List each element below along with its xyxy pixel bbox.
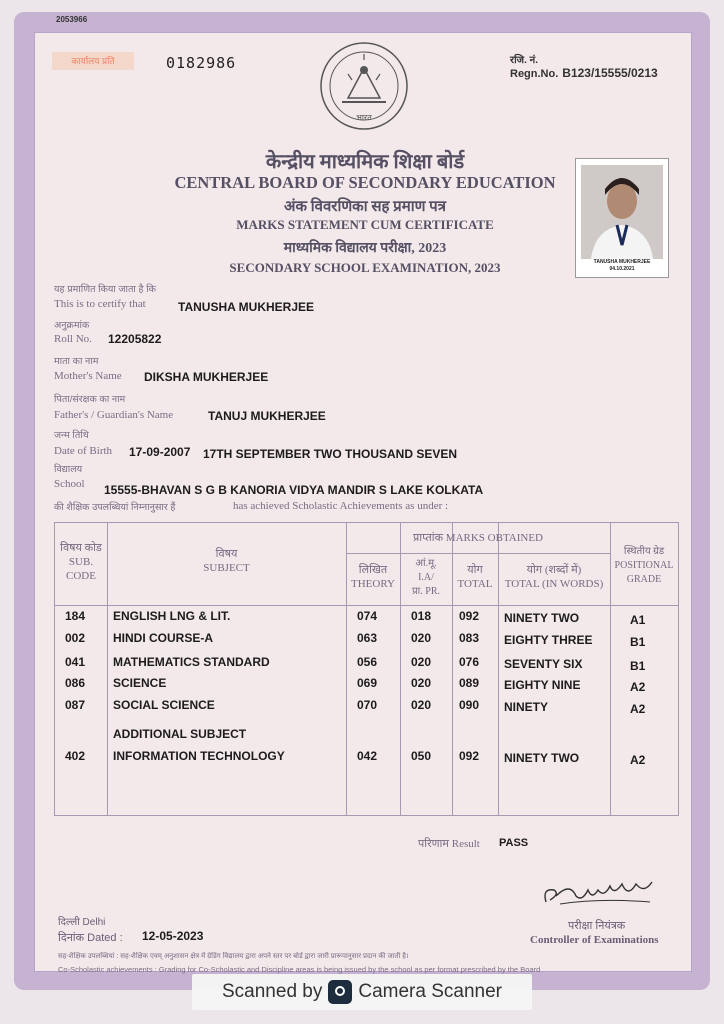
row-words: EIGHTY THREE (504, 633, 593, 647)
row-ia: 020 (411, 631, 432, 645)
roll-label-hindi: अनुक्रमांक (54, 320, 90, 331)
cbse-emblem-icon (318, 40, 410, 132)
emblem-text: भारत (356, 113, 372, 122)
school-label-hindi: विद्यालय (54, 464, 83, 475)
dated-value: 12-05-2023 (142, 929, 204, 943)
result-value: PASS (499, 837, 529, 849)
exam-name-hindi: माध्यमिक विद्यालय परीक्षा, 2023 (283, 241, 447, 256)
controller-title: Controller of Examinations (530, 934, 659, 946)
regn-number (510, 66, 658, 80)
father-label: Father's / Guardian's Name (54, 409, 174, 421)
row-grade: A1 (630, 613, 646, 627)
row-theory: 042 (357, 749, 378, 763)
doc-title-english: MARKS STATEMENT CUM CERTIFICATE (236, 217, 494, 232)
mother-label-hindi: माता का नाम (54, 356, 99, 367)
col-header-grade: स्थितीय ग्रेड POSITIONAL GRADE (614, 546, 674, 585)
school-label: School (54, 478, 85, 490)
row-total: 089 (459, 676, 480, 690)
row-theory: 056 (357, 655, 378, 669)
col-header-subject: विषय SUBJECT (203, 548, 250, 574)
row-code: 002 (65, 631, 86, 645)
row-grade: A2 (630, 702, 646, 716)
dob-value: 17-09-2007 (129, 445, 191, 459)
col-header-code: विषय कोड SUB. CODE (60, 542, 102, 582)
regn-value: B123/15555/0213 (562, 66, 658, 80)
row-code: 041 (65, 655, 86, 669)
row-theory: 074 (357, 609, 378, 623)
row-total: 083 (459, 631, 480, 645)
portrait-icon (581, 165, 663, 259)
row-code: 184 (65, 609, 86, 623)
regn-label-hindi: रजि. नं. (510, 55, 538, 66)
camera-icon (328, 980, 352, 1004)
footer-note: Co-Scholastic achievements : Grading for Co-Scholastic and Discipline areas is being issued by the school as per format prescribed by the Board (58, 965, 541, 974)
certificate-number: 0182986 (166, 54, 237, 72)
row-subject: MATHEMATICS STANDARD (113, 655, 270, 669)
regn-label: Regn.No. (510, 68, 559, 80)
row-code: 402 (65, 749, 86, 763)
achieve-label-hindi: की शैक्षिक उपलब्धियां निम्नानुसार हैं (54, 502, 176, 513)
mother-name: DIKSHA MUKHERJEE (144, 370, 269, 384)
certify-label: This is to certify that (54, 298, 146, 310)
col-header-marks: प्राप्तांक MARKS OBTAINED (412, 532, 544, 544)
row-code: 086 (65, 676, 86, 690)
office-stamp: कार्यालय प्रति (52, 52, 134, 70)
row-ia: 018 (411, 609, 432, 623)
scanner-watermark (192, 974, 532, 1010)
row-total: 090 (459, 698, 480, 712)
father-label-hindi: पिता/संरक्षक का नाम (54, 394, 126, 405)
row-ia: 050 (411, 749, 432, 763)
board-name-hindi: केन्द्रीय माध्यमिक शिक्षा बोर्ड (265, 151, 465, 173)
dob-label-hindi: जन्म तिथि (54, 430, 89, 441)
board-name-english: CENTRAL BOARD OF SECONDARY EDUCATION (174, 173, 556, 192)
row-grade: B1 (630, 635, 646, 649)
dated-label: दिनांक Dated : (58, 932, 123, 944)
col-header-ia: आं.मू. I.A/ प्रा. PR. (411, 558, 440, 597)
row-theory: 063 (357, 631, 378, 645)
col-header-total: योग TOTAL (457, 564, 493, 590)
dob-label: Date of Birth (54, 445, 113, 457)
row-words: NINETY (504, 700, 549, 714)
row-total: 092 (459, 609, 480, 623)
row-ia: 020 (411, 676, 432, 690)
row-words: SEVENTY SIX (504, 657, 583, 671)
result-label: परिणाम Result (418, 838, 480, 850)
certify-label-hindi: यह प्रमाणित किया जाता है कि (54, 284, 156, 295)
student-photo-image (581, 165, 663, 259)
row-grade: A2 (630, 753, 646, 767)
roll-number: 12205822 (108, 332, 162, 346)
mother-label: Mother's Name (54, 370, 122, 382)
row-ia: 020 (411, 655, 432, 669)
row-subject: HINDI COURSE-A (113, 631, 214, 645)
footer-note-hindi: सह-शैक्षिक उपलब्धियां : सह-शैक्षिक एवम् अनुशासन क्षेत्र में ग्रेडिंग विद्यालय द्वारा अपने स्तर पर बोर्ड द्वारा जारी प्रारूपानुसार प्रदान की जाती है। (58, 953, 409, 960)
controller-title-hindi: परीक्षा नियंत्रक (568, 920, 626, 932)
student-photo (575, 158, 669, 278)
row-grade: A2 (630, 680, 646, 694)
school-name: 15555-BHAVAN S G B KANORIA VIDYA MANDIR S LAKE KOLKATA (104, 483, 484, 497)
roll-label: Roll No. (54, 333, 92, 345)
row-subject: SOCIAL SCIENCE (113, 698, 215, 712)
row-theory: 069 (357, 676, 378, 690)
row-total: 076 (459, 655, 480, 669)
exam-name-english: SECONDARY SCHOOL EXAMINATION, 2023 (229, 260, 501, 275)
col-header-theory: लिखित THEORY (351, 564, 395, 590)
row-theory: 070 (357, 698, 378, 712)
controller-signature (540, 872, 660, 912)
dob-words: 17TH SEPTEMBER TWO THOUSAND SEVEN (203, 447, 458, 461)
top-code: 2053966 (56, 15, 88, 24)
watermark-prefix: Scanned by (222, 981, 323, 1002)
row-subject: SCIENCE (113, 676, 167, 690)
row-subject: INFORMATION TECHNOLOGY (113, 749, 285, 763)
photo-caption: TANUSHA MUKHERJEE 04.10.2021 (593, 259, 651, 272)
row-words: NINETY TWO (504, 751, 580, 765)
additional-subject-label: ADDITIONAL SUBJECT (113, 727, 247, 741)
student-name: TANUSHA MUKHERJEE (178, 300, 315, 314)
father-name: TANUJ MUKHERJEE (208, 409, 326, 423)
achieve-label: has achieved Scholastic Achievements as under : (233, 500, 449, 512)
row-words: NINETY TWO (504, 611, 580, 625)
place: दिल्ली Delhi (58, 917, 106, 928)
row-words: EIGHTY NINE (504, 678, 581, 692)
row-subject: ENGLISH LNG & LIT. (113, 609, 231, 623)
row-total: 092 (459, 749, 480, 763)
row-code: 087 (65, 698, 86, 712)
watermark-app: Camera Scanner (358, 981, 502, 1002)
row-grade: B1 (630, 659, 646, 673)
col-header-words: योग (शब्दों में) TOTAL (IN WORDS) (504, 564, 604, 590)
marks-table (54, 522, 679, 816)
row-ia: 020 (411, 698, 432, 712)
doc-title-hindi: अंक विवरणिका सह प्रमाण पत्र (284, 199, 446, 215)
